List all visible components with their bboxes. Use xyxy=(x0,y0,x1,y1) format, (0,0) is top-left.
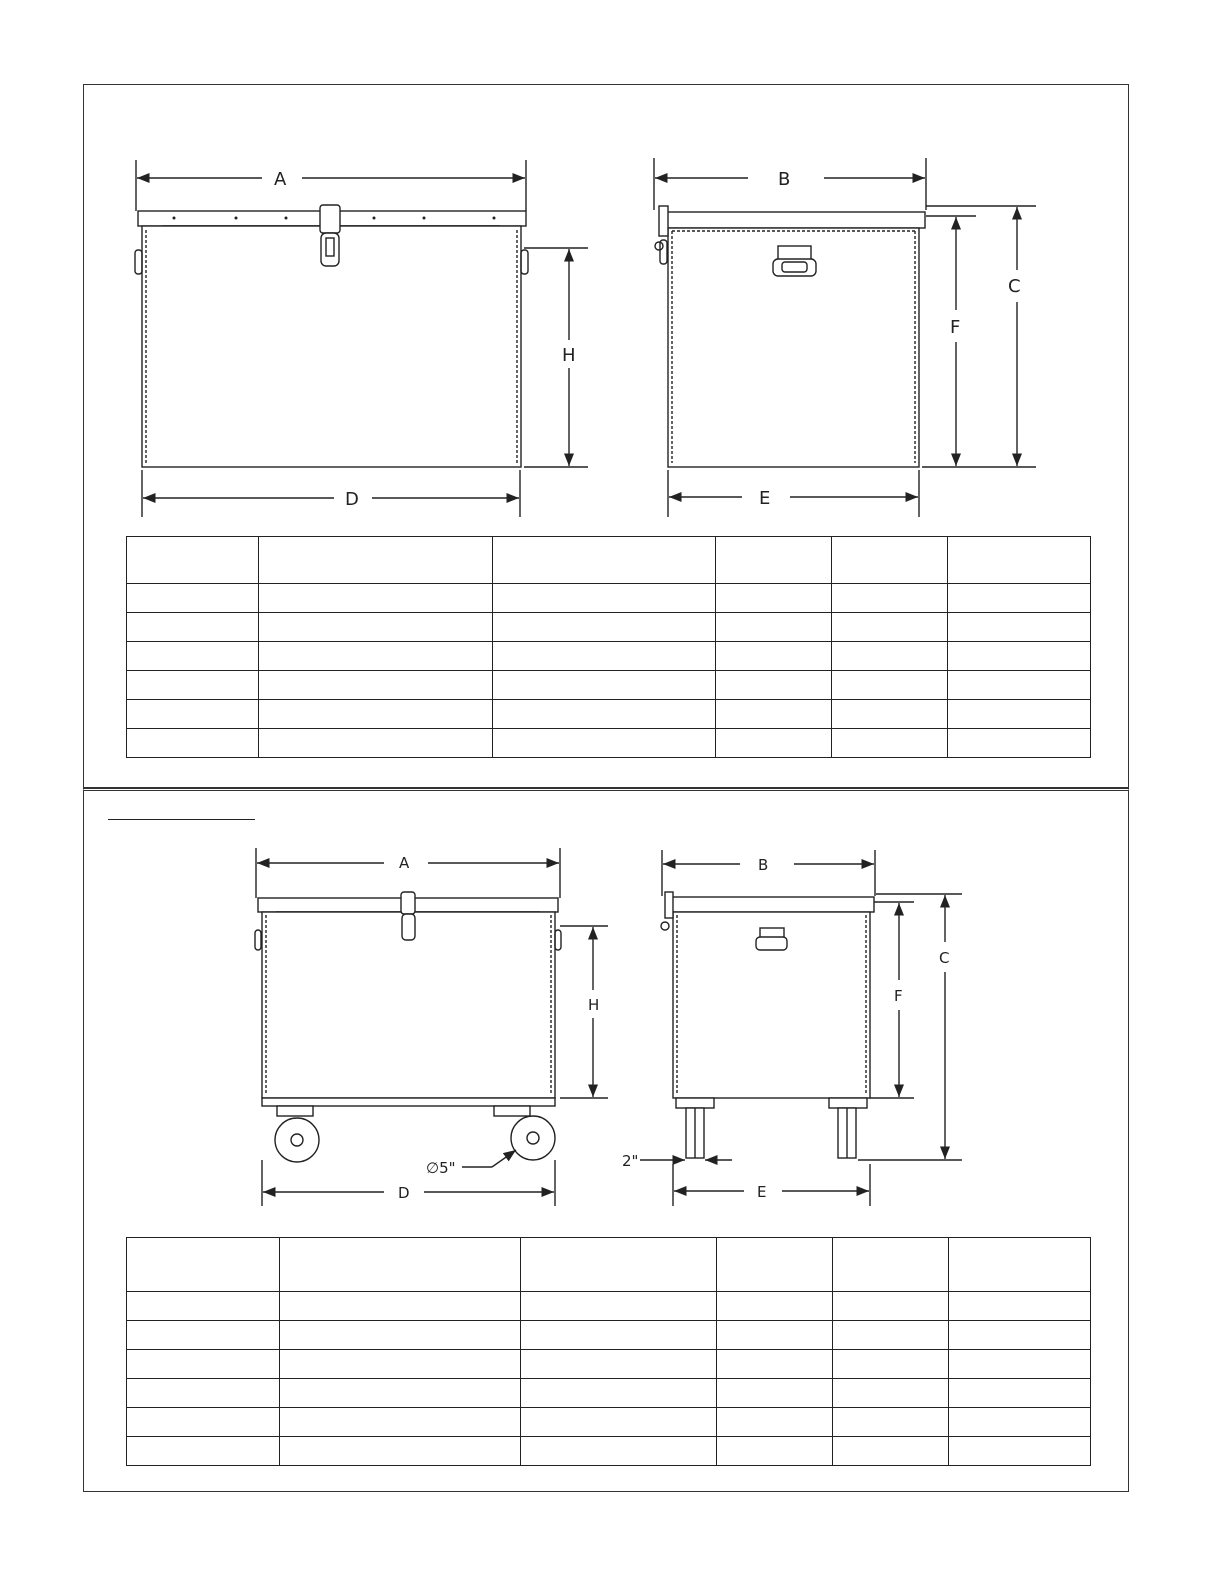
table-row xyxy=(127,729,1091,758)
dim-e-label: E xyxy=(759,488,771,509)
spec-table-bottom xyxy=(126,1237,1091,1466)
table-row xyxy=(127,1350,1091,1379)
table-header-row xyxy=(127,1238,1091,1292)
caster-offset-label: 2" xyxy=(622,1152,639,1170)
top-front-view xyxy=(135,160,588,517)
table-row xyxy=(127,671,1091,700)
table-row xyxy=(127,1437,1091,1466)
dim-a-label: A xyxy=(274,169,287,190)
dim-b-label: B xyxy=(778,169,791,190)
bottom-side-view xyxy=(640,850,962,1206)
table-row xyxy=(127,1321,1091,1350)
table-row xyxy=(127,1408,1091,1437)
dim-e-label: E xyxy=(757,1183,767,1201)
dim-d-label: D xyxy=(345,489,359,510)
dim-b-label: B xyxy=(758,856,769,874)
table-row xyxy=(127,1292,1091,1321)
table-row xyxy=(127,1379,1091,1408)
dim-c-label: C xyxy=(939,949,950,967)
table-row xyxy=(127,613,1091,642)
dim-f-label: F xyxy=(950,317,961,338)
bottom-front-view xyxy=(255,848,608,1206)
wheel-diameter-label: ∅5" xyxy=(426,1159,456,1177)
dim-d-label: D xyxy=(398,1184,410,1202)
table-header-row xyxy=(127,537,1091,584)
top-side-view xyxy=(654,158,1036,517)
dim-a-label: A xyxy=(399,854,410,872)
dim-c-label: C xyxy=(1008,276,1021,297)
dim-h-label: H xyxy=(562,345,576,366)
dim-f-label: F xyxy=(894,987,903,1005)
spec-table-top xyxy=(126,536,1091,758)
table-row xyxy=(127,584,1091,613)
table-row xyxy=(127,642,1091,671)
table-row xyxy=(127,700,1091,729)
dim-h-label: H xyxy=(588,996,600,1014)
